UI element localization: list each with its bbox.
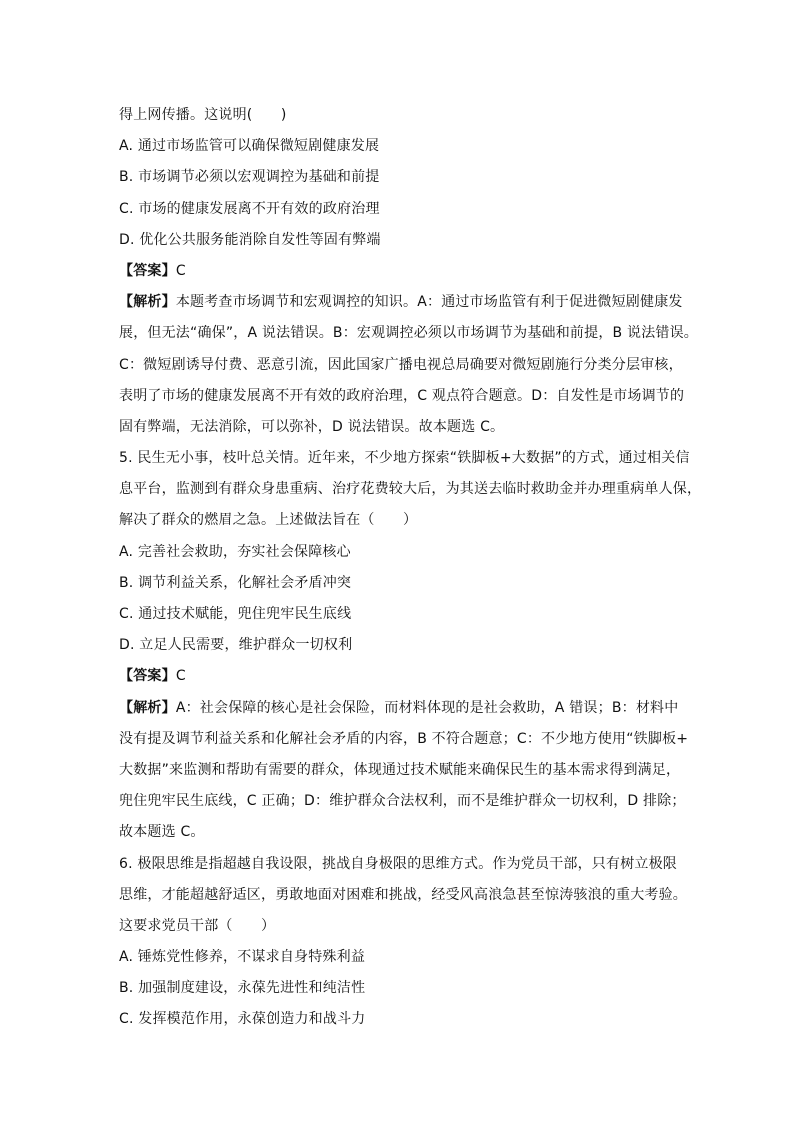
option-c: C. 市场的健康发展离不开有效的政府治理	[119, 200, 380, 217]
analysis-line: 固有弊端，无法消除，可以弥补，D 说法错误。故本题选 C。	[119, 418, 505, 435]
option-b: B. 加强制度建设，永葆先进性和纯洁性	[119, 980, 366, 997]
question-stem: 6. 极限思维是指超越自我设限，挑战自身极限的思维方式。作为党员干部，只有树立极限	[119, 855, 678, 872]
answer-value: C	[175, 668, 186, 685]
analysis-line: C：微短剧诱导付费、恶意引流，因此国家广播电视总局确要对微短剧施行分类分层审核，	[119, 356, 683, 373]
answer-line	[119, 256, 689, 287]
document-page	[119, 100, 702, 1036]
option-b: B. 市场调节必须以宏观调控为基础和前提	[119, 169, 380, 186]
option-c: C. 发挥模范作用，永葆创造力和战斗力	[119, 1011, 366, 1028]
analysis-line: 兜住兜牢民生底线，C 正确；D：维护群众合法权利，而不是维护群众一切权利，D 排除；	[119, 793, 686, 810]
analysis-line	[119, 287, 689, 318]
analysis-line	[119, 693, 689, 724]
option-d: D. 立足人民需要，维护群众一切权利	[119, 637, 353, 654]
option-b: B. 调节利益关系，化解社会矛盾冲突	[119, 574, 352, 591]
analysis-label: 【解析】	[119, 294, 176, 311]
option-a: A. 完善社会救助，夯实社会保障核心	[119, 543, 351, 560]
analysis-text: A：社会保障的核心是社会保险，而材料体现的是社会救助，A 错误；B：材料中	[175, 699, 679, 716]
analysis-label: 【解析】	[119, 699, 176, 716]
question-stem: 思维，才能超越舒适区，勇敢地面对困难和挑战，经受风高浪急甚至惊涛骇浪的重大考验。	[119, 886, 687, 903]
analysis-line: 表明了市场的健康发展离不开有效的政府治理，C 观点符合题意。D：自发性是市场调节的	[119, 387, 685, 404]
question-stem: 得上网传播。这说明( )	[119, 107, 287, 123]
question-stem: 这要求党员干部（ ）	[119, 917, 276, 934]
question-stem: 解决了群众的燃眉之急。上述做法旨在（ ）	[119, 512, 418, 529]
question-stem: 息平台，监测到有群众身患重病、治疗花费较大后，为其送去临时救助金并办理重病单人保，	[119, 481, 702, 498]
analysis-line: 故本题选 C。	[119, 824, 205, 841]
analysis-line: 大数据”来监测和帮助有需要的群众，体现通过技术赋能来确保民生的基本需求得到满足，	[119, 761, 681, 778]
answer-value: C	[175, 262, 186, 279]
question-6	[119, 849, 689, 1036]
option-c: C. 通过技术赋能，兜住兜牢民生底线	[119, 606, 352, 622]
analysis-line: 没有提及调节利益关系和化解社会矛盾的内容，B 不符合题意；C：不少地方使用“铁脚板+	[119, 730, 689, 747]
question-5	[119, 443, 702, 848]
analysis-text: 本题考查市场调节和宏观调控的知识。A：通过市场监管有利于促进微短剧健康发	[175, 294, 683, 311]
answer-label: 【答案】	[119, 668, 176, 685]
answer-line	[119, 661, 689, 692]
option-a: A. 通过市场监管可以确保微短剧健康发展	[119, 138, 380, 155]
option-a: A. 锤炼党性修养，不谋求自身特殊利益	[119, 949, 366, 966]
option-d: D. 优化公共服务能消除自发性等固有弊端	[119, 231, 381, 248]
question-4	[119, 100, 698, 443]
answer-label: 【答案】	[119, 262, 176, 279]
analysis-line: 展，但无法“确保”，A 说法错误。B：宏观调控必须以市场调节为基础和前提，B 说法错误。	[119, 325, 698, 342]
question-stem: 5. 民生无小事，枝叶总关情。近年来，不少地方探索“铁脚板+大数据”的方式，通过相关信	[119, 450, 690, 467]
